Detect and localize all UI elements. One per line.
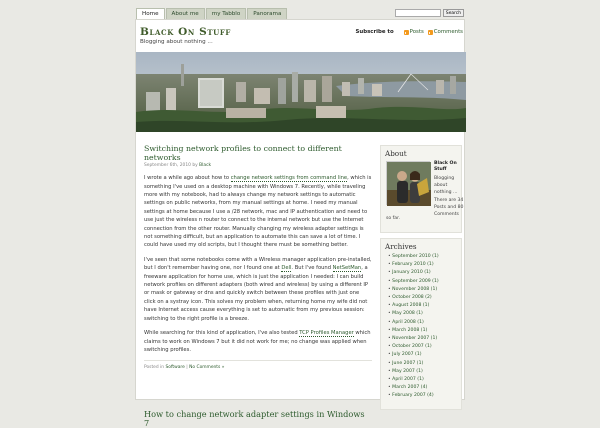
text-span: I wrote a while ago about how to xyxy=(144,175,231,182)
post-footer xyxy=(144,360,372,370)
archive-link[interactable]: September 2009 (1) xyxy=(392,278,439,284)
page-container xyxy=(135,19,465,428)
text-span: While searching for this kind of application, I've also tested xyxy=(144,330,300,337)
archive-item: • April 2008 (1) xyxy=(388,319,424,325)
posts-feed-label: Posts xyxy=(409,29,424,35)
post-title[interactable]: Switching network profiles to connect to different networks xyxy=(144,144,342,162)
subscribe-label: Subscribe to xyxy=(355,29,394,35)
archive-link[interactable]: March 2007 (4) xyxy=(392,385,428,391)
archive-link[interactable]: February 2007 (4) xyxy=(392,393,434,399)
rss-icon xyxy=(428,30,433,35)
archive-link[interactable]: May 2008 (1) xyxy=(392,311,423,317)
text-span: , a freeware application for home use, which is just the application I needed: I can build network profiles on different adapters (both wired and wireless) by using a different IP or mask or gateway or dns and quickly switch between these profiles with just one click on a systray icon. This solves my problem when, returning home my wife did not have Internet access cause everything is set to automatic from my previous session: switching to the right profile is a breeze. xyxy=(144,265,369,322)
main-content xyxy=(144,144,372,428)
post-paragraph xyxy=(144,174,372,250)
top-navigation-bar xyxy=(136,8,464,19)
text-span: , which is something I've used on a desktop machine with Windows 7. Recently, while traveling more with my notebook, had to always change my network settings to automatic settings on public networks, from my manual settings at home. I need my manual settings at home because I use a /28 network, mac and IP authentication and need to use just the wireless n router to connect to the internal network but use the Internet connection from the other router. Manually changing my wireless adapter settings is not something difficult, but an application to automate this can save a lot of time. I could have used my old scripts, but I thought there must be something better. xyxy=(144,175,372,249)
tab-about-me[interactable]: About me xyxy=(166,8,205,19)
footer-separator: | xyxy=(186,365,188,371)
archive-link[interactable]: October 2008 (2) xyxy=(392,295,432,301)
netsetman-link[interactable]: NetSetMan xyxy=(332,265,362,272)
text-span: . But I've found xyxy=(291,265,333,272)
sidebar xyxy=(380,145,462,401)
archive-item: • March 2007 (4) xyxy=(388,385,428,391)
tcp-profiles-manager-link[interactable]: TCP Profiles Manager xyxy=(299,330,354,337)
about-title: About xyxy=(385,149,407,158)
tab-panorama[interactable]: Panorama xyxy=(247,8,287,19)
archive-link[interactable]: June 2007 (1) xyxy=(392,360,424,366)
nav-tabs xyxy=(136,8,287,19)
blog-header xyxy=(136,20,466,53)
author-photo xyxy=(386,161,430,205)
archives-widget xyxy=(380,238,462,410)
about-text-tail: so far. xyxy=(386,216,401,221)
archive-link[interactable]: January 2010 (1) xyxy=(392,270,431,276)
posted-in-label: Posted in xyxy=(144,365,165,371)
archive-item: • July 2007 (1) xyxy=(388,352,422,358)
archive-item: • November 2008 (1) xyxy=(388,286,438,292)
archive-item: • March 2008 (1) xyxy=(388,327,428,333)
archive-item: • October 2007 (1) xyxy=(388,344,432,350)
archive-item: • February 2010 (1) xyxy=(388,262,434,268)
comments-feed-link[interactable] xyxy=(428,29,463,35)
about-widget xyxy=(380,145,462,233)
post xyxy=(144,410,372,427)
archive-link[interactable]: February 2010 (1) xyxy=(392,262,434,268)
about-text: Blogging about nothing ... There are 34 Posts and 80 Comments xyxy=(434,176,464,218)
archive-item: • September 2010 (1) xyxy=(388,254,439,259)
archive-link[interactable]: April 2007 (1) xyxy=(392,377,424,383)
post-meta xyxy=(144,163,372,168)
post-date: September 6th, 2010 xyxy=(144,163,191,169)
command-line-settings-link[interactable]: change network settings from command line xyxy=(230,175,348,182)
archive-item: • November 2007 (1) xyxy=(388,336,438,342)
archives-title: Archives xyxy=(385,242,417,251)
post-paragraph xyxy=(144,329,372,354)
archive-item: • May 2008 (1) xyxy=(388,311,423,317)
archive-link[interactable]: May 2007 (1) xyxy=(392,368,423,374)
city-skyline-image xyxy=(136,52,466,132)
post xyxy=(144,145,372,370)
post-paragraph xyxy=(144,256,372,323)
archive-item: • February 2007 (4) xyxy=(388,393,434,399)
search-button[interactable]: Search xyxy=(443,9,464,17)
rss-icon xyxy=(404,30,409,35)
header-panorama-image xyxy=(136,52,466,132)
archive-link[interactable]: August 2008 (1) xyxy=(392,303,430,309)
post-body xyxy=(144,174,372,354)
about-name: Black On Stuff xyxy=(434,161,457,173)
text-span: which claims to work on Windows 7 but it did not work for me; no change was applied when switching profiles. xyxy=(144,330,371,353)
archive-item: • January 2010 (1) xyxy=(388,270,431,276)
post-author-link[interactable]: Black xyxy=(199,163,212,169)
archive-item: • May 2007 (1) xyxy=(388,368,423,374)
text-span: I've seen that some notebooks come with a Wireless manager application pre-installed, but I don't remember having one, nor I found one at xyxy=(144,256,372,272)
blog-tagline: Blogging about nothing ... xyxy=(140,39,213,45)
archive-link[interactable]: September 2010 (1) xyxy=(392,254,439,259)
archives-list xyxy=(385,253,457,401)
comments-link[interactable]: No Comments » xyxy=(189,365,225,371)
dell-link[interactable]: Dell xyxy=(281,265,292,272)
post-by: by xyxy=(192,163,198,169)
archive-link[interactable]: November 2008 (1) xyxy=(392,286,438,292)
posts-feed-link[interactable] xyxy=(404,29,424,35)
archive-link[interactable]: July 2007 (1) xyxy=(392,352,422,358)
subscribe-links xyxy=(356,29,464,35)
blog-title[interactable]: Black On Stuff xyxy=(140,26,231,38)
tab-home[interactable]: Home xyxy=(136,8,165,19)
archive-item: • September 2009 (1) xyxy=(388,278,439,284)
archive-item: • April 2007 (1) xyxy=(388,377,424,383)
tab-my-tabblo[interactable]: my Tabblo xyxy=(206,8,247,19)
archive-link[interactable]: November 2007 (1) xyxy=(392,336,438,342)
search-input[interactable] xyxy=(395,9,441,17)
archive-link[interactable]: October 2007 (1) xyxy=(392,344,432,350)
archive-link[interactable]: March 2008 (1) xyxy=(392,327,428,333)
archive-item: • June 2007 (1) xyxy=(388,360,424,366)
archive-item: • August 2008 (1) xyxy=(388,303,430,309)
category-link[interactable]: Software xyxy=(165,365,185,371)
archive-link[interactable]: April 2008 (1) xyxy=(392,319,424,325)
archive-item: • October 2008 (2) xyxy=(388,295,432,301)
about-content xyxy=(385,149,464,229)
post-title[interactable]: How to change network adapter settings in Windows 7 xyxy=(144,409,365,428)
couple-photo-image xyxy=(387,162,431,206)
search-form xyxy=(395,9,464,17)
comments-feed-label: Comments xyxy=(433,29,463,35)
